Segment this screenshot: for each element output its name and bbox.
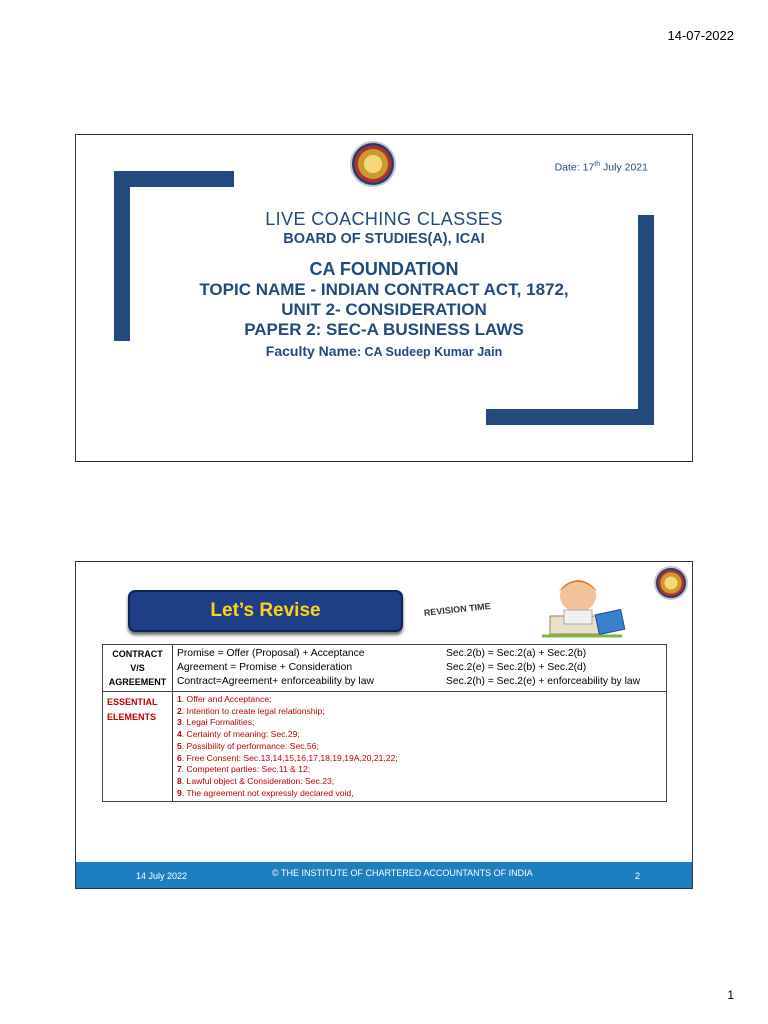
essential-elements-list [173, 692, 667, 802]
list-item: 1. Offer and Acceptance; [177, 694, 272, 704]
slide-footer [76, 862, 692, 888]
table-row [103, 645, 667, 692]
footer-date: 14 July 2022 [136, 871, 188, 881]
definition-row: Agreement = Promise + Consideration Sec.2(e) = Sec.2(b) + Sec.2(d) [177, 662, 587, 673]
title-line-topic: TOPIC NAME - INDIAN CONTRACT ACT, 1872, [199, 280, 569, 299]
icai-logo-icon [350, 141, 396, 187]
list-item: 3. Legal Formalities; [177, 717, 255, 728]
icai-logo-icon-small [654, 566, 688, 600]
page-date: 14-07-2022 [667, 28, 734, 43]
title-block [76, 209, 692, 359]
essential-elements-label: ESSENTIAL ELEMENTS [103, 692, 173, 802]
list-item: 4. Certainty of meaning: Sec.29; [177, 729, 300, 740]
list-item: 9. The agreement not expressly declared void, [177, 787, 354, 798]
revision-table [102, 644, 667, 802]
revision-time-illustration-icon [422, 572, 632, 644]
footer-slide-number: 2 [634, 871, 640, 881]
list-item: 7. Competent parties: Sec.11 & 12; [177, 764, 311, 775]
slide-date: Date: 17th July 2021 [554, 161, 648, 174]
definition-row: Contract=Agreement+ enforceability by law Sec.2(h) = Sec.2(e) + enforceability by law [177, 676, 641, 687]
svg-text:REVISION TIME: REVISION TIME [423, 601, 492, 618]
definition-row: Promise = Offer (Proposal) + Acceptance Sec.2(b) = Sec.2(a) + Sec.2(b) [177, 648, 587, 659]
title-line-paper: PAPER 2: SEC-A BUSINESS LAWS [244, 320, 524, 339]
contract-vs-agreement-label: CONTRACT V/S AGREEMENT [103, 645, 173, 692]
faculty-line: Faculty Name: CA Sudeep Kumar Jain [265, 343, 503, 359]
lets-revise-banner: Let’s Revise [128, 590, 403, 632]
title-line-course: CA FOUNDATION [309, 259, 459, 279]
title-line-board: BOARD OF STUDIES(A), ICAI [283, 231, 485, 247]
list-item: 8. Lawful object & Consideration: Sec.23; [177, 775, 335, 786]
footer-copyright: © THE INSTITUTE OF CHARTERED ACCOUNTANTS OF INDIA [272, 868, 533, 878]
slide-title [75, 134, 693, 462]
list-item: 6. Free Consent: Sec.13,14,15,16,17,18,19,19A,20,21,22; [177, 752, 398, 763]
page-number: 1 [727, 988, 734, 1002]
table-row [103, 692, 667, 802]
title-line-unit: UNIT 2- CONSIDERATION [281, 300, 487, 319]
definitions-cell [173, 645, 667, 692]
list-item: 5. Possibility of performance: Sec.56; [177, 740, 319, 751]
title-line-coaching: LIVE COACHING CLASSES [265, 209, 503, 229]
list-item: 2. Intention to create legal relationship; [177, 705, 325, 716]
slide-revise [75, 561, 693, 889]
